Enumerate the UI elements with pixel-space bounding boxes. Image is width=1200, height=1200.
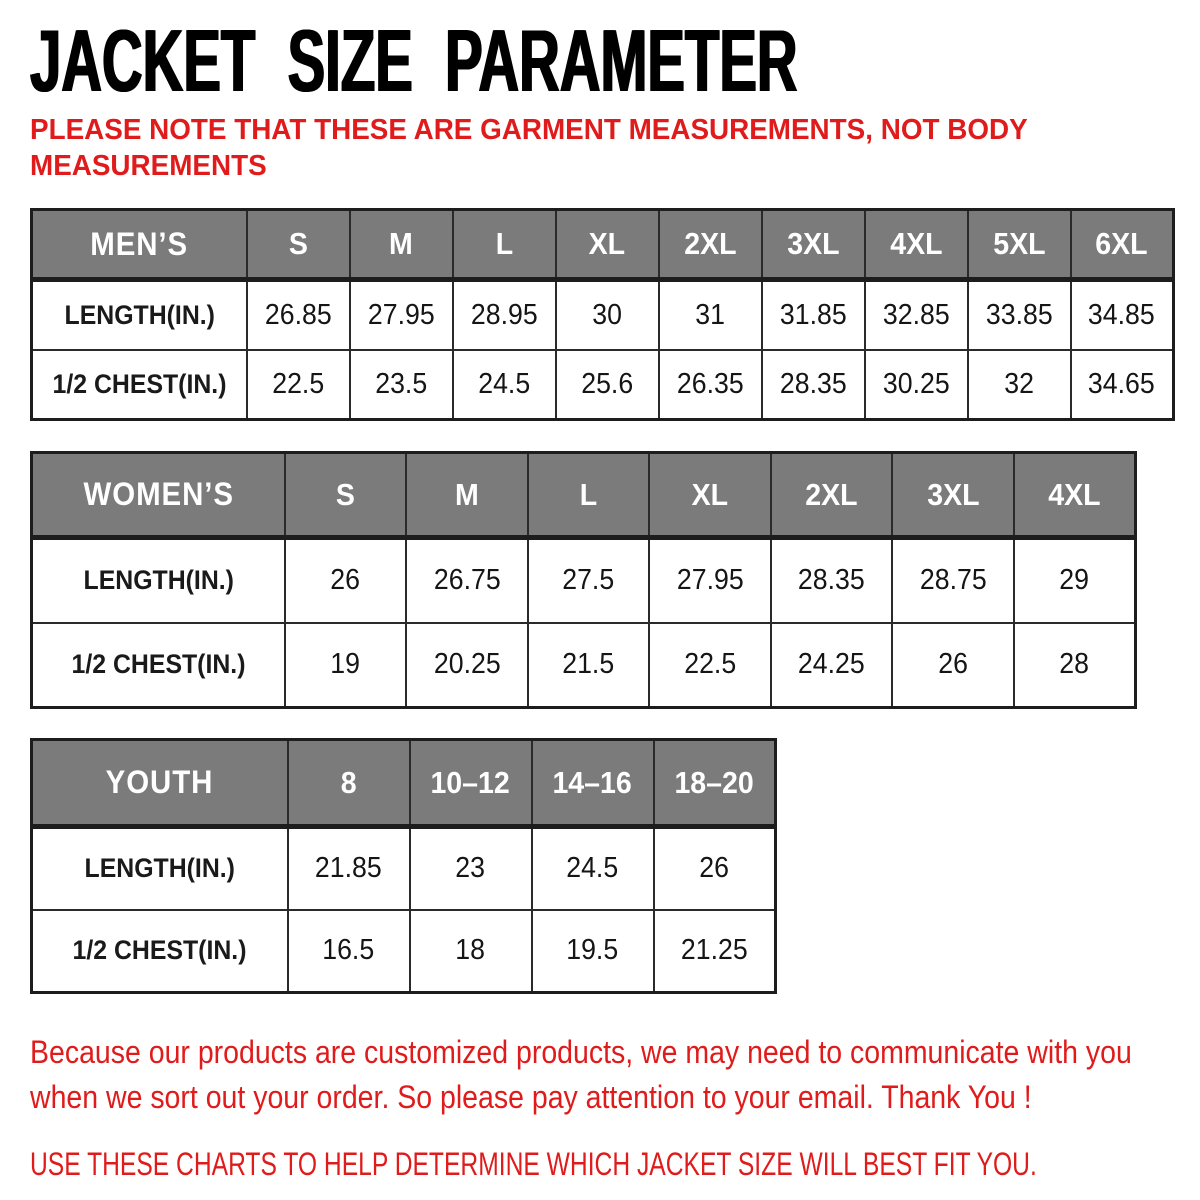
mens-length-2xl: 31: [659, 280, 762, 350]
mens-size-header-6xl: 6XL: [1071, 210, 1174, 280]
chart-usage-tip: [30, 1144, 1200, 1184]
womens-length-4xl: 29: [1014, 538, 1136, 623]
womens-chest-m: 20.25: [406, 623, 528, 708]
womens-chest-label: 1/2 CHEST(IN.): [32, 623, 285, 708]
youth-size-header-8: 8: [288, 740, 410, 827]
youth-chest-18-20: 21.25: [654, 910, 776, 993]
youth-header-row: [32, 740, 776, 827]
womens-chest-row: [32, 623, 1136, 708]
mens-chest-row: [32, 350, 1174, 420]
chart-usage-tip-line: USE THESE CHARTS TO HELP DETERMINE WHICH JACKET SIZE WILL BEST FIT YOU.: [30, 1146, 1037, 1182]
youth-length-10-12: 23: [410, 827, 532, 910]
mens-length-4xl: 32.85: [865, 280, 968, 350]
mens-length-3xl: 31.85: [762, 280, 865, 350]
mens-chest-3xl: 28.35: [762, 350, 865, 420]
womens-chest-xl: 22.5: [649, 623, 771, 708]
mens-chest-4xl: 30.25: [865, 350, 968, 420]
womens-size-table: [30, 451, 1137, 709]
mens-length-l: 28.95: [453, 280, 556, 350]
size-chart-page: [0, 11, 1200, 1200]
youth-chest-10-12: 18: [410, 910, 532, 993]
mens-length-5xl: 33.85: [968, 280, 1071, 350]
mens-table-name-cell: MEN’S: [32, 210, 247, 280]
womens-size-header-3xl: 3XL: [892, 453, 1014, 538]
youth-size-header-18-20: 18–20: [654, 740, 776, 827]
womens-length-row: [32, 538, 1136, 623]
womens-size-header-4xl: 4XL: [1014, 453, 1136, 538]
womens-length-xl: 27.95: [649, 538, 771, 623]
youth-size-header-14-16: 14–16: [532, 740, 654, 827]
note-line-1: PLEASE NOTE THAT THESE ARE GARMENT MEASUREMENTS, NOT BODY: [30, 114, 1028, 146]
mens-size-header-2xl: 2XL: [659, 210, 762, 280]
womens-size-header-2xl: 2XL: [771, 453, 893, 538]
mens-size-table: [30, 208, 1175, 421]
youth-length-18-20: 26: [654, 827, 776, 910]
womens-size-header-s: S: [285, 453, 407, 538]
youth-length-label: LENGTH(IN.): [32, 827, 288, 910]
mens-size-header-l: L: [453, 210, 556, 280]
customization-notice: [30, 1030, 1200, 1120]
mens-chest-m: 23.5: [350, 350, 453, 420]
customization-notice-line-2: when we sort out your order. So please pay attention to your email. Thank You !: [30, 1079, 1032, 1115]
mens-chest-xl: 25.6: [556, 350, 659, 420]
mens-header-row: [32, 210, 1174, 280]
customization-notice-line-1: Because our products are customized products, we may need to communicate with you: [30, 1034, 1132, 1070]
womens-chest-3xl: 26: [892, 623, 1014, 708]
mens-size-header-m: M: [350, 210, 453, 280]
womens-chest-s: 19: [285, 623, 407, 708]
womens-chest-2xl: 24.25: [771, 623, 893, 708]
youth-chest-8: 16.5: [288, 910, 410, 993]
note-line-2: MEASUREMENTS: [30, 150, 267, 182]
youth-length-14-16: 24.5: [532, 827, 654, 910]
womens-size-header-l: L: [528, 453, 650, 538]
garment-measurement-note: [30, 112, 1200, 184]
mens-chest-l: 24.5: [453, 350, 556, 420]
womens-table-name-cell: WOMEN’S: [32, 453, 285, 538]
mens-chest-2xl: 26.35: [659, 350, 762, 420]
mens-length-label: LENGTH(IN.): [32, 280, 247, 350]
womens-length-s: 26: [285, 538, 407, 623]
youth-length-8: 21.85: [288, 827, 410, 910]
womens-size-header-m: M: [406, 453, 528, 538]
womens-length-m: 26.75: [406, 538, 528, 623]
mens-chest-s: 22.5: [247, 350, 350, 420]
youth-chest-label: 1/2 CHEST(IN.): [32, 910, 288, 993]
womens-length-l: 27.5: [528, 538, 650, 623]
womens-header-row: [32, 453, 1136, 538]
mens-chest-label: 1/2 CHEST(IN.): [32, 350, 247, 420]
youth-chest-row: [32, 910, 776, 993]
womens-length-3xl: 28.75: [892, 538, 1014, 623]
womens-length-label: LENGTH(IN.): [32, 538, 285, 623]
womens-chest-l: 21.5: [528, 623, 650, 708]
mens-length-6xl: 34.85: [1071, 280, 1174, 350]
womens-length-2xl: 28.35: [771, 538, 893, 623]
mens-chest-5xl: 32: [968, 350, 1071, 420]
mens-length-m: 27.95: [350, 280, 453, 350]
mens-length-s: 26.85: [247, 280, 350, 350]
mens-size-header-3xl: 3XL: [762, 210, 865, 280]
page-title: JACKET SIZE PARAMETER: [30, 11, 798, 110]
youth-chest-14-16: 19.5: [532, 910, 654, 993]
mens-chest-6xl: 34.65: [1071, 350, 1174, 420]
mens-size-header-4xl: 4XL: [865, 210, 968, 280]
womens-chest-4xl: 28: [1014, 623, 1136, 708]
mens-size-header-s: S: [247, 210, 350, 280]
mens-length-row: [32, 280, 1174, 350]
youth-length-row: [32, 827, 776, 910]
youth-size-header-10-12: 10–12: [410, 740, 532, 827]
youth-table-name-cell: YOUTH: [32, 740, 288, 827]
womens-size-header-xl: XL: [649, 453, 771, 538]
youth-size-table: [30, 738, 777, 994]
mens-size-header-xl: XL: [556, 210, 659, 280]
mens-length-xl: 30: [556, 280, 659, 350]
mens-size-header-5xl: 5XL: [968, 210, 1071, 280]
